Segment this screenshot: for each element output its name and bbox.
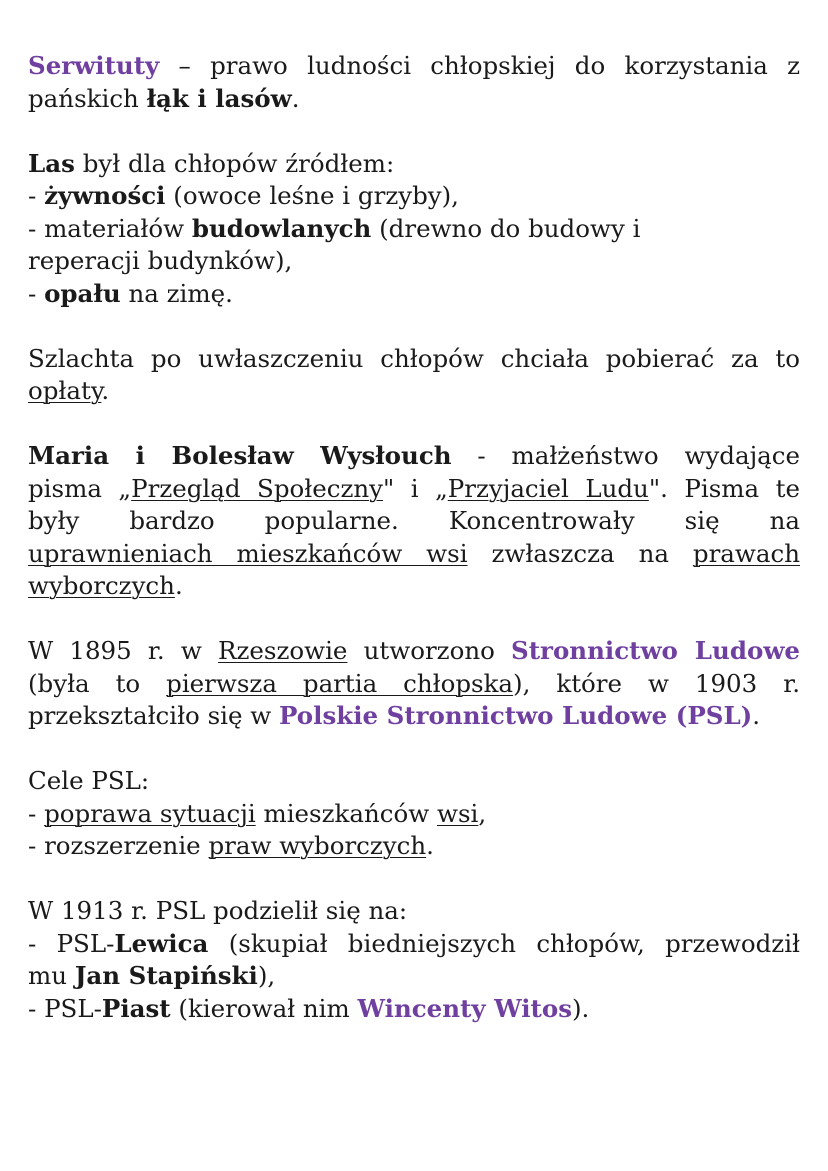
text-line: (była to pierwsza partia chłopska), które w 1903 r. [28,668,800,698]
text-line: pisma „Przegląd Społeczny" i „Przyjaciel Ludu". Pisma te [28,473,800,503]
paragraph-stronnictwo [28,635,800,733]
text-line: reperacji budynków), [28,246,293,275]
text-line: Maria i Bolesław Wysłouch - małżeństwo wydające [28,441,800,470]
list-item: - poprawa sytuacji mieszkańców wsi, [28,798,487,828]
text-line: Las był dla chłopów źródłem: [28,148,395,178]
text-line: W 1913 r. PSL podzielił się na: [28,896,408,925]
paragraph-wyslouch [28,440,800,603]
text-line: Serwituty – prawo ludności chłopskiej do korzystania z [28,51,800,80]
list-item: - żywności (owoce leśne i grzyby), [28,181,459,210]
term-stronnictwo-ludowe: Stronnictwo Ludowe [511,636,800,665]
text-line: pańskich łąk i lasów. [28,83,300,113]
notes-page [28,50,800,1058]
list-item: - rozszerzenie praw wyborczych. [28,831,434,860]
list-item: - PSL-Lewica (skupiał biedniejszych chłopów, przewodził [28,928,800,958]
text-line: przekształciło się w Polskie Stronnictwo Ludowe (PSL). [28,701,761,730]
term-serwituty: Serwituty [28,51,160,80]
paragraph-cele-psl [28,765,800,863]
text-line: Cele PSL: [28,766,150,795]
term-psl: Polskie Stronnictwo Ludowe (PSL) [279,701,753,730]
text-line: uprawnieniach mieszkańców wsi zwłaszcza na prawach [28,538,800,568]
list-item: - PSL-Piast (kierował nim Wincenty Witos). [28,993,590,1023]
paragraph-serwituty [28,50,800,115]
text-line: opłaty. [28,376,110,405]
list-item: - materiałów budowlanych (drewno do budowy i [28,213,641,243]
text-line: Szlachta po uwłaszczeniu chłopów chciała pobierać za to [28,343,800,373]
term-wincenty-witos: Wincenty Witos [357,993,572,1023]
list-item: - opału na zimę. [28,278,233,308]
paragraph-szlachta [28,343,800,408]
paragraph-podzial-psl [28,895,800,1025]
text-line: mu Jan Stapiński), [28,961,276,990]
paragraph-las [28,148,800,311]
text-line: wyborczych. [28,571,183,600]
text-line: były bardzo popularne. Koncentrowały się na [28,506,800,535]
text-line: W 1895 r. w Rzeszowie utworzono Stronnictwo Ludowe [28,636,800,665]
